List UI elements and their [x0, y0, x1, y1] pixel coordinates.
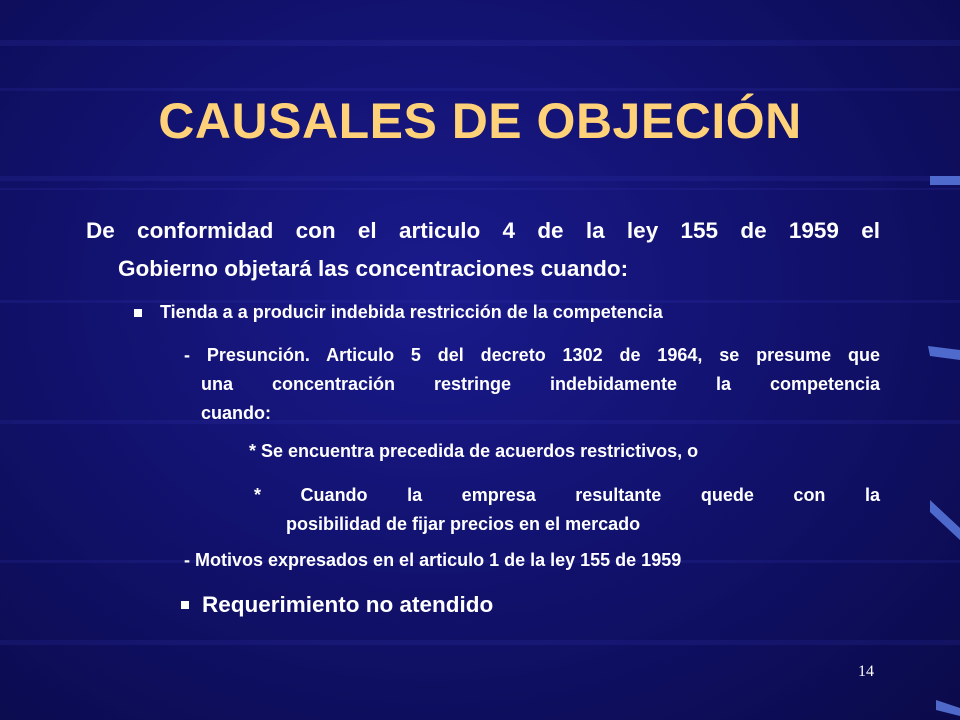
presuncion-line-2: una concentración restringe indebidamente la competencia	[201, 374, 880, 394]
intro-line-1: De conformidad con el articulo 4 de la ley 155 de 1959 el	[86, 218, 880, 243]
bullet-item-1: Tienda a a producir indebida restricción de la competencia	[160, 302, 663, 322]
presuncion-line-1: - Presunción. Articulo 5 del decreto 1302 de 1964, se presume que	[184, 345, 880, 365]
motivos-item: - Motivos expresados en el articulo 1 de la ley 155 de 1959	[184, 550, 682, 570]
bullet-item-2: Requerimiento no atendido	[202, 592, 494, 617]
intro-line-2: Gobierno objetará las concentraciones cuando:	[118, 256, 629, 281]
star-item-2-line-2: posibilidad de fijar precios en el mercado	[286, 514, 641, 534]
square-bullet-icon	[181, 601, 189, 609]
square-bullet-icon	[134, 309, 142, 317]
star-item-2-line-1: * Cuando la empresa resultante quede con la	[254, 485, 880, 505]
slide-title: CAUSALES DE OBJECIÓN	[158, 93, 802, 149]
star-item-1: * Se encuentra precedida de acuerdos restrictivos, o	[249, 441, 699, 461]
page-number: 14	[858, 663, 874, 680]
presuncion-line-3: cuando:	[201, 403, 271, 423]
